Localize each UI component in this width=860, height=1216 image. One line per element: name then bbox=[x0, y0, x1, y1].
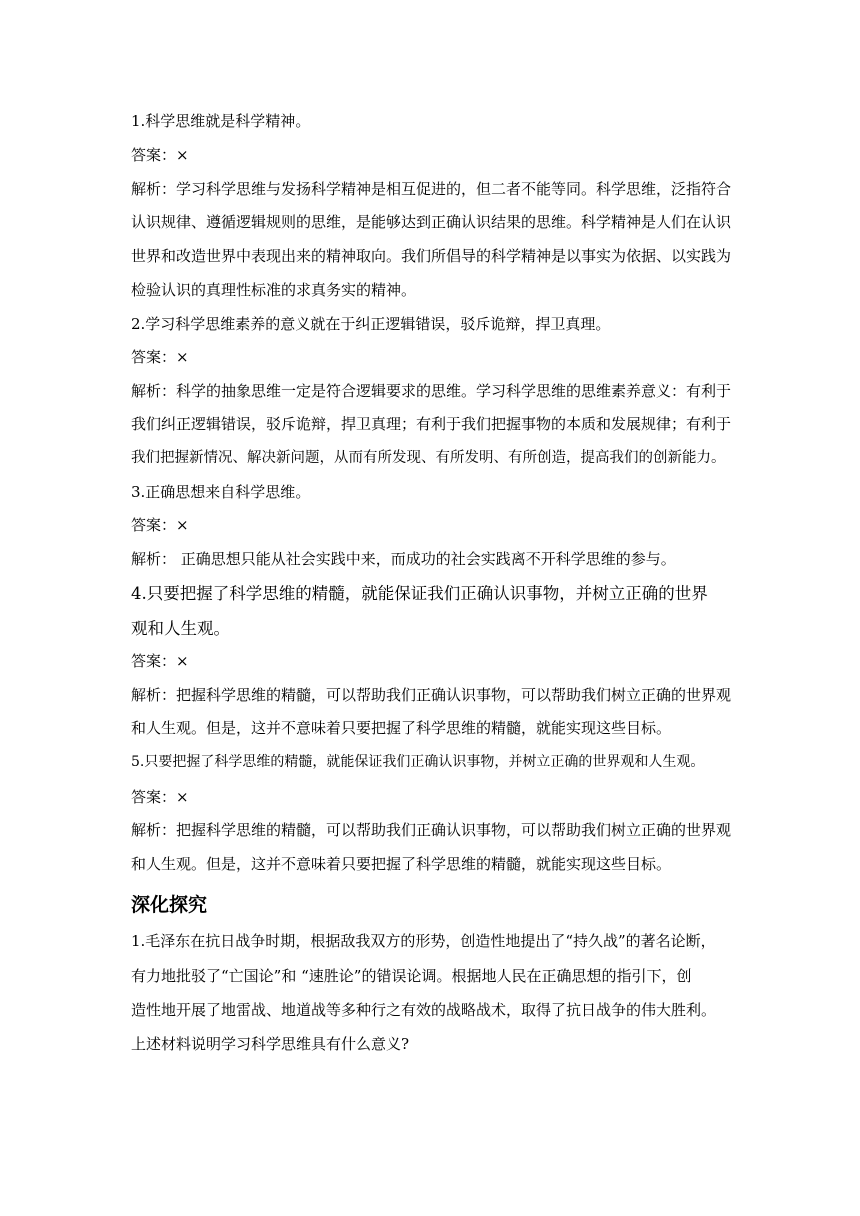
analysis-4-line-2: 和人生观。但是，这并不意味着只要把握了科学思维的精髓，就能实现这些目标。 bbox=[131, 719, 672, 737]
analysis-2-line-3: 我们把握新情况、解决新问题，从而有所发现、有所发明、有所创造，提高我们的创新能力。 bbox=[131, 450, 726, 466]
question-4-line-2: 观和人生观。 bbox=[131, 619, 230, 638]
question-3: 3.正确思想来自科学思维。 bbox=[131, 483, 311, 501]
answer-5: 答案：× bbox=[131, 788, 189, 806]
analysis-3-line-1: 解析： 正确思想只能从社会实践中来，而成功的社会实践离不开科学思维的参与。 bbox=[131, 550, 676, 568]
analysis-1-line-1: 解析：学习科学思维与发扬科学精神是相互促进的，但二者不能等同。科学思维，泛指符合 bbox=[131, 180, 732, 198]
analysis-4-line-1: 解析：把握科学思维的精髓，可以帮助我们正确认识事物，可以帮助我们树立正确的世界观 bbox=[131, 686, 732, 704]
analysis-1-line-4: 检验认识的真理性标准的求真务实的精神。 bbox=[131, 281, 417, 299]
answer-3: 答案：× bbox=[131, 516, 189, 534]
question-5: 5.只要把握了科学思维的精髓，就能保证我们正确认识事物，并树立正确的世界观和人生观。 bbox=[131, 754, 705, 770]
answer-2: 答案：× bbox=[131, 348, 189, 366]
question-1: 1.科学思维就是科学精神。 bbox=[131, 112, 311, 130]
analysis-2-line-1: 解析：科学的抽象思维一定是符合逻辑要求的思维。学习科学思维的思维素养意义：有利于 bbox=[131, 382, 732, 400]
analysis-5-line-1: 解析：把握科学思维的精髓，可以帮助我们正确认识事物，可以帮助我们树立正确的世界观 bbox=[131, 821, 732, 839]
answer-4: 答案：× bbox=[131, 652, 189, 670]
analysis-5-line-2: 和人生观。但是，这并不意味着只要把握了科学思维的精髓，就能实现这些目标。 bbox=[131, 855, 672, 873]
question-2: 2.学习科学思维素养的意义就在于纠正逻辑错误，驳斥诡辩，捍卫真理。 bbox=[131, 315, 611, 333]
explore-line-2: 有力地批驳了“亡国论”和 “速胜论”的错误论调。根据地人民在正确思想的指引下，创 bbox=[131, 967, 692, 985]
section-heading: 深化探究 bbox=[131, 894, 208, 916]
analysis-1-line-2: 认识规律、遵循逻辑规则的思维，是能够达到正确认识结果的思维。科学精神是人们在认识 bbox=[131, 213, 732, 231]
answer-1: 答案：× bbox=[131, 146, 189, 164]
explore-line-3: 造性地开展了地雷战、地道战等多种行之有效的战略战术，取得了抗日战争的伟大胜利。 bbox=[131, 1001, 717, 1019]
explore-line-1: 1.毛泽东在抗日战争时期，根据敌我双方的形势，创造性地提出了“持久战”的著名论断， bbox=[131, 932, 716, 950]
question-4-line-1: 4.只要把握了科学思维的精髓，就能保证我们正确认识事物，并树立正确的世界 bbox=[131, 584, 708, 603]
analysis-1-line-3: 世界和改造世界中表现出来的精神取向。我们所倡导的科学精神是以事实为依据、以实践为 bbox=[131, 247, 732, 265]
explore-line-4: 上述材料说明学习科学思维具有什么意义? bbox=[131, 1035, 410, 1053]
analysis-2-line-2: 我们纠正逻辑错误，驳斥诡辩，捍卫真理；有利于我们把握事物的本质和发展规律；有利于 bbox=[131, 415, 732, 433]
